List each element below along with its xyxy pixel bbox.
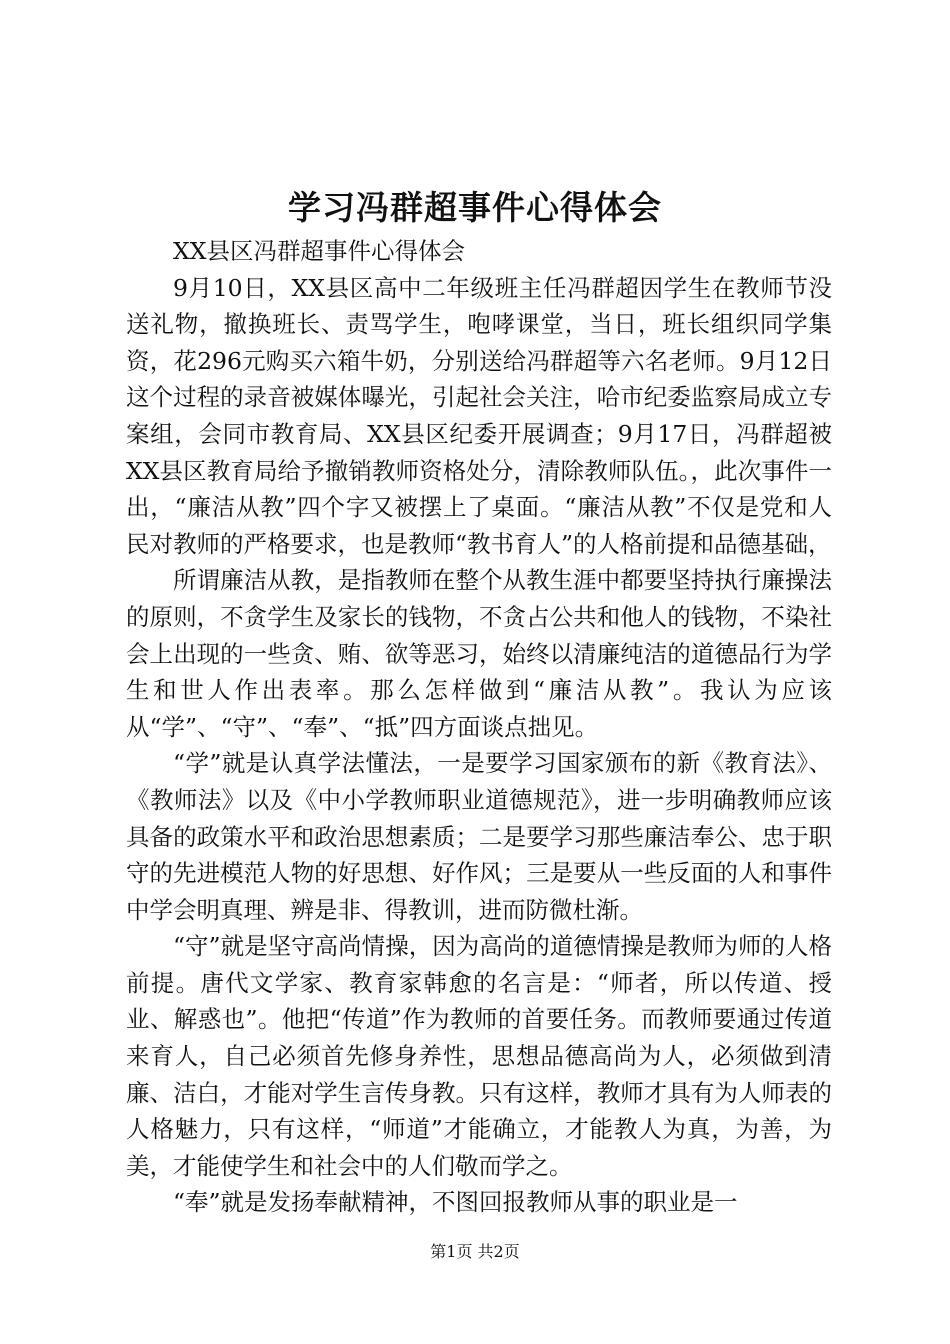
body-paragraph: 所谓廉洁从教，是指教师在整个从教生涯中都要坚持执行廉操法的原则，不贪学生及家长的钱物，不贪占公共和他人的钱物，不染社会上出现的一些贪、贿、欲等恶习，始终以清廉纯洁的道德品行为学生和世人作出表率。那么怎样做到“廉洁从教”。我认为应该从“学”、“守”、“奉”、“抵”四方面谈点拙见。	[126, 566, 832, 741]
body-paragraph: “学”就是认真学法懂法，一是要学习国家颁布的新《教育法》、《教师法》以及《中小学教师职业道德规范》，进一步明确教师应该具备的政策水平和政治思想素质；二是要学习那些廉洁奉公、忠于职守的先进模范人物的好思想、好作风；三是要从一些反面的人和事件中学会明真理、辨是非、得教训，进而防微杜渐。	[126, 749, 832, 924]
body-paragraph: “守”就是坚守高尚情操，因为高尚的道德情操是教师为师的人格前提。唐代文学家、教育家韩愈的名言是：“师者，所以传道、授业、解惑也”。他把“传道”作为教师的首要任务。而教师要通过传道来育人，自己必须首先修身养性，思想品德高尚为人，必须做到清廉、洁白，才能对学生言传身教。只有这样，教师才具有为人师表的人格魅力，只有这样，“师道”才能确立，才能教人为真，为善，为美，才能使学生和社会中的人们敬而学之。	[126, 932, 832, 1180]
document-title: 学习冯群超事件心得体会	[288, 188, 662, 227]
body-paragraph: XX县区冯群超事件心得体会	[173, 237, 465, 265]
body-paragraph: “奉”就是发扬奉献精神，不图回报教师从事的职业是一	[173, 1188, 738, 1217]
body-paragraph: 9月10日，XX县区高中二年级班主任冯群超因学生在教师节没送礼物，撤换班长、责骂学生，咆哮课堂，当日，班长组织同学集资，花296元购买六箱牛奶，分别送给冯群超等六名老师。9月12日这个过程的录音被媒体曝光，引起社会关注，哈市纪委监察局成立专案组，会同市教育局、XX县区纪委开展调查；9月17日，冯群超被XX县区教育局给予撤销教师资格处分，清除教师队伍。，此次事件一出，“廉洁从教”四个字又被摆上了桌面。“廉洁从教”不仅是党和人民对教师的严格要求，也是教师“教书育人”的人格前提和品德基础，	[126, 273, 832, 558]
document-body	[126, 233, 832, 1221]
page-footer: 第1页 共2页	[430, 1242, 520, 1261]
